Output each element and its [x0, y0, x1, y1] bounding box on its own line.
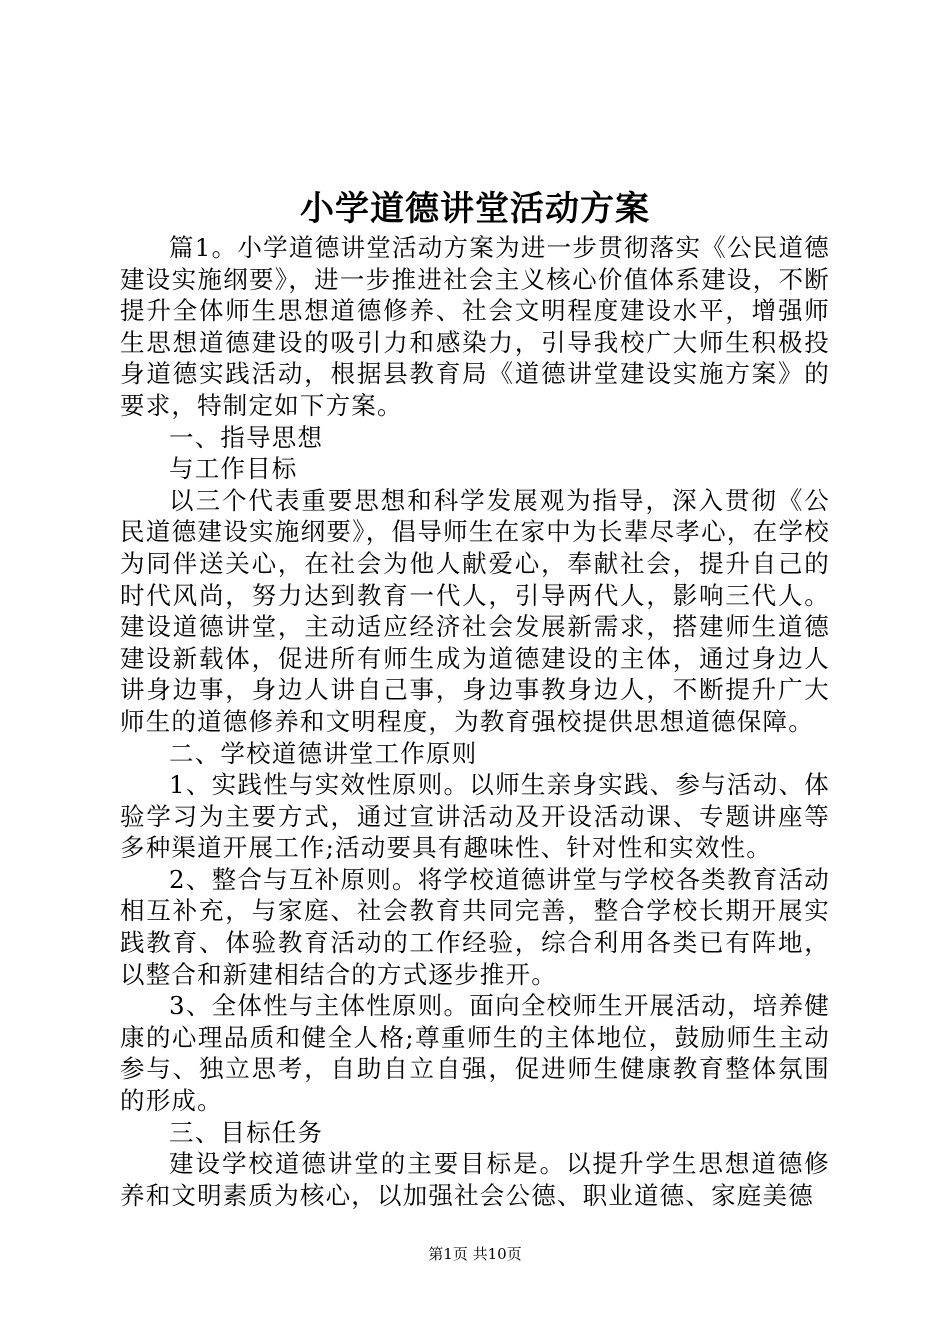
section-heading-2: 二、学校道德讲堂工作原则	[169, 738, 478, 768]
paragraph-goals: 建设学校道德讲堂的主要目标是。以提升学生思想道德修养和文明素质为核心，以加强社会公德、职业道德、家庭美德	[120, 1149, 830, 1210]
section-heading-3: 三、目标任务	[169, 1117, 324, 1147]
paragraph-guiding-thought: 以三个代表重要思想和科学发展观为指导，深入贯彻《公民道德建设实施纲要》，倡导师生在家中为长辈尽孝心，在学校为同伴送关心，在社会为他人献爱心，奉献社会，提升自己的时代风尚，努力达到教育一代人，引导两代人，影响三代人。建设道德讲堂，主动适应经济社会发展新需求，搭建师生道德建设新载体，促进所有师生成为道德建设的主体，通过身边人讲身边事，身边人讲自己事，身边事教身边人，不断提升广大师生的道德修养和文明程度，为教育强校提供思想道德保障。	[120, 485, 830, 736]
section-heading-1: 一、指导思想	[169, 422, 324, 452]
section-heading-1-cont: 与工作目标	[169, 454, 298, 484]
paragraph-principle-2: 2、整合与互补原则。将学校道德讲堂与学校各类教育活动相互补充，与家庭、社会教育共同完善，整合学校长期开展实践教育、体验教育活动的工作经验，综合利用各类已有阵地，以整合和新建相结合的方式逐步推开。	[120, 864, 830, 989]
paragraph-principle-3: 3、全体性与主体性原则。面向全校师生开展活动，培养健康的心理品质和健全人格;尊重师生的主体地位，鼓励师生主动参与、独立思考，自助自立自强，促进师生健康教育整体氛围的形成。	[120, 991, 830, 1116]
paragraph-intro: 篇1。小学道德讲堂活动方案为进一步贯彻落实《公民道德建设实施纲要》，进一步推进社会主义核心价值体系建设，不断提升全体师生思想道德修养、社会文明程度建设水平，增强师生思想道德建设的吸引力和感染力，引导我校广大师生积极投身道德实践活动，根据县教育局《道德讲堂建设实施方案》的要求，特制定如下方案。	[120, 233, 830, 420]
document-body	[120, 232, 830, 1211]
document-title: 小学道德讲堂活动方案	[300, 189, 650, 229]
paragraph-principle-1: 1、实践性与实效性原则。以师生亲身实践、参与活动、体验学习为主要方式，通过宣讲活动及开设活动课、专题讲座等多种渠道开展工作;活动要具有趣味性、针对性和实效性。	[120, 770, 830, 863]
page-number-footer: 第1页 共10页	[428, 1245, 522, 1263]
